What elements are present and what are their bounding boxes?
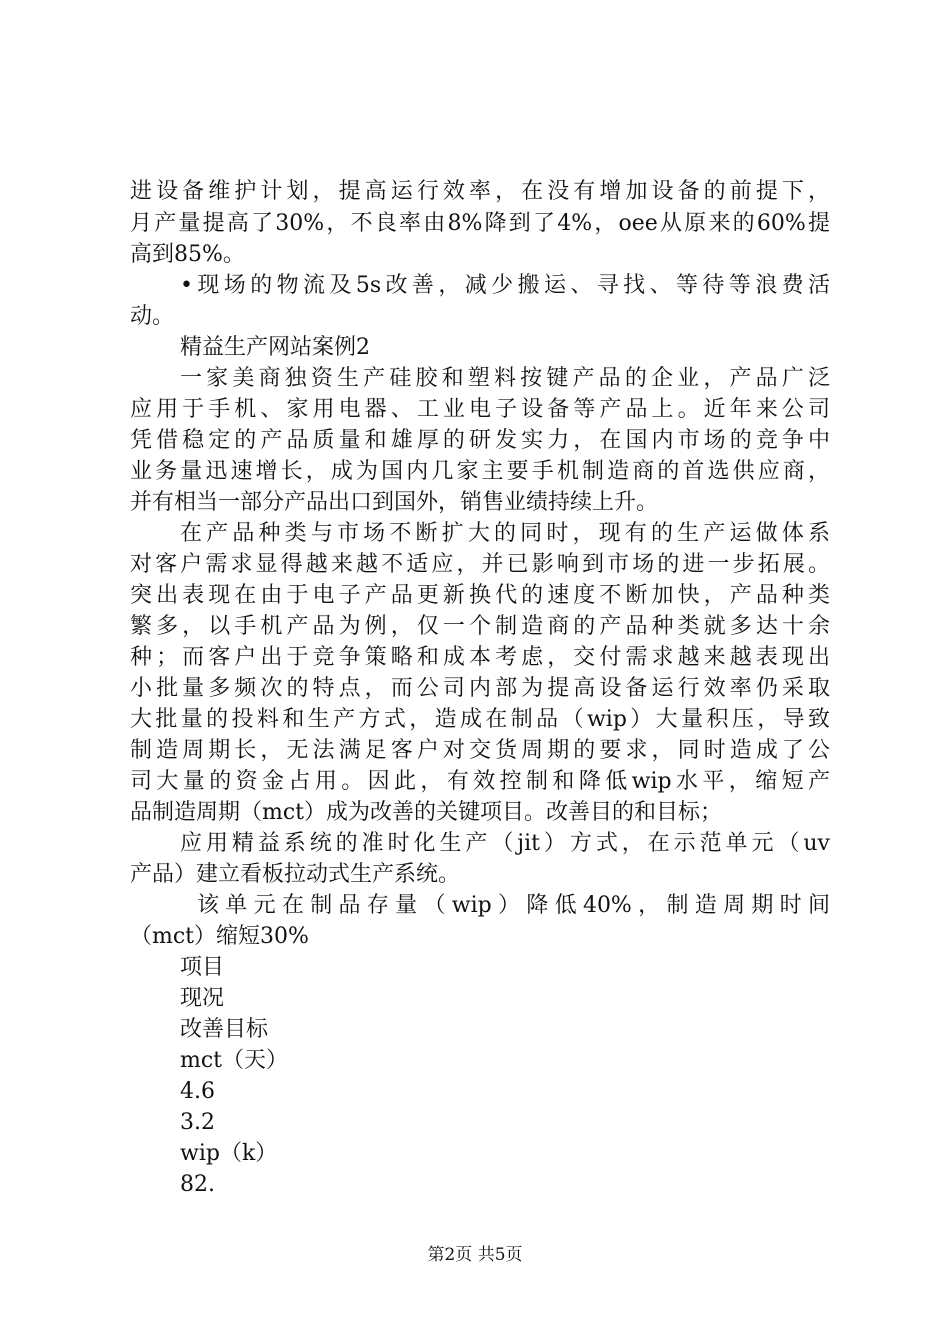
text-line: 一家美商独资生产硅胶和塑料按键产品的企业，产品广泛 bbox=[180, 366, 830, 391]
table-cell: 4.6 bbox=[180, 1079, 215, 1104]
text-line: 品制造周期（mct）成为改善的关键项目。改善目的和目标； bbox=[130, 800, 723, 825]
page-number: 第2页 共5页 bbox=[427, 1245, 523, 1265]
text-line: 应用精益系统的准时化生产（jit）方式，在示范单元（uv bbox=[180, 831, 830, 856]
table-cell: mct（天） bbox=[180, 1048, 289, 1073]
text-line: 产品）建立看板拉动式生产系统。 bbox=[130, 862, 461, 887]
text-line: 制造周期长，无法满足客户对交货周期的要求，同时造成了公 bbox=[130, 738, 830, 763]
text-line: 大批量的投料和生产方式，造成在制品（wip）大量积压，导致 bbox=[130, 707, 830, 732]
text-line: 动。 bbox=[130, 304, 175, 329]
text-line: 繁多，以手机产品为例，仅一个制造商的产品种类就多达十余 bbox=[130, 614, 830, 639]
text-line: 突出表现在由于电子产品更新换代的速度不断加快，产品种类 bbox=[130, 583, 830, 608]
text-line: 该单元在制品存量（wip）降低40%，制造周期时间 bbox=[197, 893, 830, 918]
text-line: 月产量提高了30%，不良率由8%降到了4%，oee从原来的60%提 bbox=[130, 211, 830, 236]
text-line: 进设备维护计划，提高运行效率，在没有增加设备的前提下， bbox=[130, 179, 830, 204]
text-line: （mct）缩短30% bbox=[130, 924, 309, 949]
table-cell: 项目 bbox=[180, 955, 225, 980]
table-cell: 3.2 bbox=[180, 1110, 215, 1135]
table-cell: 82. bbox=[180, 1172, 215, 1197]
text-line: 对客户需求显得越来越不适应，并已影响到市场的进一步拓展。 bbox=[130, 552, 830, 577]
table-cell: wip（k） bbox=[180, 1141, 278, 1166]
text-line: 在产品种类与市场不断扩大的同时，现有的生产运做体系 bbox=[180, 521, 830, 546]
table-cell: 现况 bbox=[180, 986, 225, 1011]
text-line: 司大量的资金占用。因此，有效控制和降低wip水平，缩短产 bbox=[130, 769, 830, 794]
text-line: 种；而客户出于竞争策略和成本考虑，交付需求越来越表现出 bbox=[130, 645, 830, 670]
text-line: 高到85%。 bbox=[130, 242, 245, 267]
section-heading: 精益生产网站案例2 bbox=[180, 335, 370, 360]
text-line: 凭借稳定的产品质量和雄厚的研发实力，在国内市场的竞争中 bbox=[130, 428, 830, 453]
table-cell: 改善目标 bbox=[180, 1017, 269, 1042]
text-line: 并有相当一部分产品出口到国外，销售业绩持续上升。 bbox=[130, 490, 659, 515]
bullet-line: •现场的物流及5s改善，减少搬运、寻找、等待等浪费活 bbox=[180, 273, 830, 298]
text-line: 业务量迅速增长，成为国内几家主要手机制造商的首选供应商， bbox=[130, 459, 830, 484]
text-line: 应用于手机、家用电器、工业电子设备等产品上。近年来公司 bbox=[130, 397, 830, 422]
text-line: 小批量多频次的特点，而公司内部为提高设备运行效率仍采取 bbox=[130, 676, 830, 701]
